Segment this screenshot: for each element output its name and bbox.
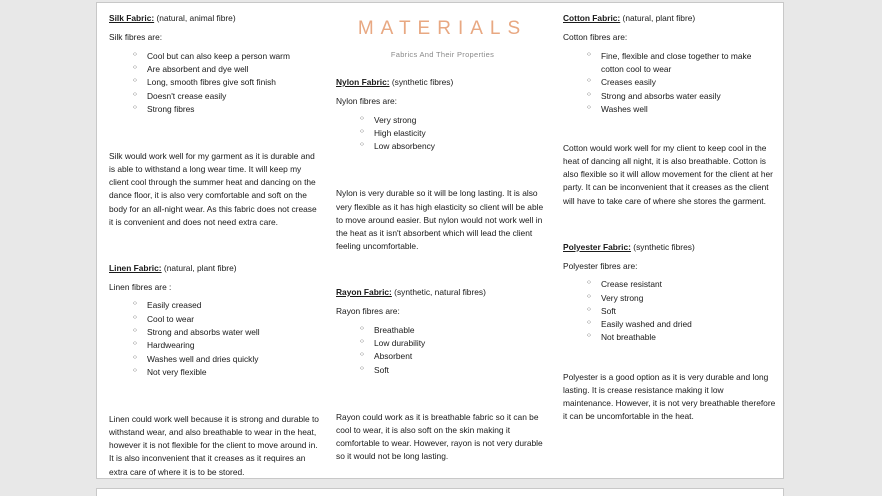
list-item: ○ Doesn't crease easily <box>133 90 322 103</box>
list-item: ○ Fine, flexible and close together to make cotton cool to wear <box>587 50 776 77</box>
linen-heading <box>109 263 322 274</box>
cotton-intro: Cotton fibres are: <box>563 31 628 42</box>
silk-paragraph: Silk would work well for my garment as it is durable and is able to withstand a long wear time. It will keep my client cool through the summer heat and dancing on the dance floor, it is also very comfortable and soft on the body for an all-night wear. As this fabric does not crease it is convenient and does not need extra care. <box>109 151 317 227</box>
list-item: ○ Absorbent <box>360 350 549 363</box>
linen-bullet-list <box>109 299 322 379</box>
rayon-intro: Rayon fibres are: <box>336 305 400 316</box>
document-page-1 <box>96 2 784 479</box>
rayon-heading <box>336 287 549 298</box>
list-item: ○ Easily washed and dried <box>587 318 776 331</box>
column-middle <box>336 13 549 463</box>
polyester-paragraph: Polyester is a good option as it is very durable and long lasting. It is crease resistance making it low maintenance. However, it is not very breathable therefore it can be uncomfortable in the heat. <box>563 371 776 422</box>
spacer <box>109 229 322 263</box>
section-linen <box>109 263 322 479</box>
list-item: ○ Washes well <box>587 103 776 116</box>
nylon-heading-name: Nylon Fabric: <box>336 76 390 87</box>
polyester-intro: Polyester fibres are: <box>563 260 638 271</box>
list-item: ○ Washes well and dries quickly <box>133 353 322 366</box>
rayon-paragraph: Rayon could work as it is breathable fabric so it can be cool to wear, it is also soft on the skin making it comfortable to wear. However, rayon is not very durable so it would not be long lasting. <box>336 411 543 462</box>
list-item: ○ Soft <box>360 364 549 377</box>
list-item: ○ Hardwearing <box>133 339 322 352</box>
list-item: ○ Not very flexible <box>133 366 322 379</box>
list-item: ○ Low absorbency <box>360 140 549 153</box>
spacer <box>336 153 549 187</box>
polyester-heading-name: Polyester Fabric: <box>563 241 631 252</box>
cotton-paragraph: Cotton would work well for my client to keep cool in the heat of dancing all night, it is also breathable. Cotton is also flexible so it will allow movement for the client at her party. It can be inconvenient that it creases as the client will have to take care of where she stores the garment. <box>563 143 773 206</box>
rayon-bullet-list <box>336 324 549 377</box>
spacer <box>336 59 549 77</box>
nylon-bullet-list <box>336 114 549 154</box>
list-item: ○ Easily creased <box>133 299 322 312</box>
nylon-heading <box>336 77 549 88</box>
section-polyester <box>563 242 776 424</box>
silk-bullet-list <box>109 50 322 116</box>
polyester-heading-paren: (synthetic fibres) <box>630 241 695 252</box>
list-item: ○ Very strong <box>587 292 776 305</box>
section-rayon <box>336 287 549 463</box>
linen-paragraph: Linen could work well because it is strong and durable to withstand wear, and also breathable to wear in the heat, however it is not flexible for the client to move around in. It is also inconvenient that it creases as it requires an extra care of where it is to be stored. <box>109 414 319 477</box>
list-item: ○ Very strong <box>360 114 549 127</box>
list-item: ○ Breathable <box>360 324 549 337</box>
section-cotton <box>563 13 776 208</box>
list-item: ○ Soft <box>587 305 776 318</box>
column-left <box>109 13 322 479</box>
three-column-layout <box>109 13 776 478</box>
list-item: ○ Low durability <box>360 337 549 350</box>
spacer <box>563 116 776 142</box>
silk-heading-name: Silk Fabric: <box>109 13 155 23</box>
list-item: ○ Strong fibres <box>133 103 322 116</box>
spacer <box>109 116 322 150</box>
section-silk <box>109 13 322 229</box>
silk-heading-paren: (natural, animal fibre) <box>154 13 236 23</box>
list-item: ○ Cool to wear <box>133 313 322 326</box>
silk-intro: Silk fibres are: <box>109 31 163 42</box>
list-item: ○ Cool but can also keep a person warm <box>133 50 322 63</box>
page-1-content <box>97 3 783 478</box>
polyester-heading <box>563 242 776 253</box>
list-item: ○ Not breathable <box>587 331 776 344</box>
spacer <box>336 377 549 411</box>
cotton-heading <box>563 13 776 24</box>
linen-intro: Linen fibres are : <box>109 281 172 292</box>
page-title: MATERIALS <box>357 18 528 39</box>
spacer <box>563 208 776 242</box>
list-item: ○ Creases easily <box>587 76 776 89</box>
nylon-paragraph: Nylon is very durable so it will be long lasting. It is also very flexible as it has high elasticity so client will be able to move around easier. But nylon would not work well in the heat as it isn't absorbent which will lead the client feeling uncomfortable. <box>336 188 544 251</box>
list-item: ○ Strong and absorbs water easily <box>587 90 776 103</box>
section-nylon <box>336 77 549 253</box>
list-item: ○ Crease resistant <box>587 278 776 291</box>
spacer <box>336 253 549 287</box>
spacer <box>109 379 322 413</box>
nylon-heading-paren: (synthetic fibres) <box>389 76 454 87</box>
cotton-heading-name: Cotton Fabric: <box>563 13 621 23</box>
silk-heading <box>109 13 322 24</box>
rayon-heading-name: Rayon Fabric: <box>336 286 392 297</box>
column-right <box>563 13 776 423</box>
list-item: ○ Are absorbent and dye well <box>133 63 322 76</box>
document-page-2 <box>96 488 784 496</box>
page-2-content <box>97 489 783 496</box>
linen-heading-paren: (natural, plant fibre) <box>161 262 237 273</box>
linen-heading-name: Linen Fabric: <box>109 262 162 273</box>
list-item: ○ Long, smooth fibres give soft finish <box>133 76 322 89</box>
spacer <box>563 345 776 371</box>
page-subtitle: Fabrics And Their Properties <box>390 49 495 59</box>
rayon-heading-paren: (synthetic, natural fibres) <box>391 286 486 297</box>
list-item: ○ High elasticity <box>360 127 549 140</box>
cotton-heading-paren: (natural, plant fibre) <box>620 13 696 23</box>
cotton-bullet-list <box>563 50 776 116</box>
list-item: ○ Strong and absorbs water well <box>133 326 322 339</box>
polyester-bullet-list <box>563 278 776 344</box>
nylon-intro: Nylon fibres are: <box>336 95 397 106</box>
